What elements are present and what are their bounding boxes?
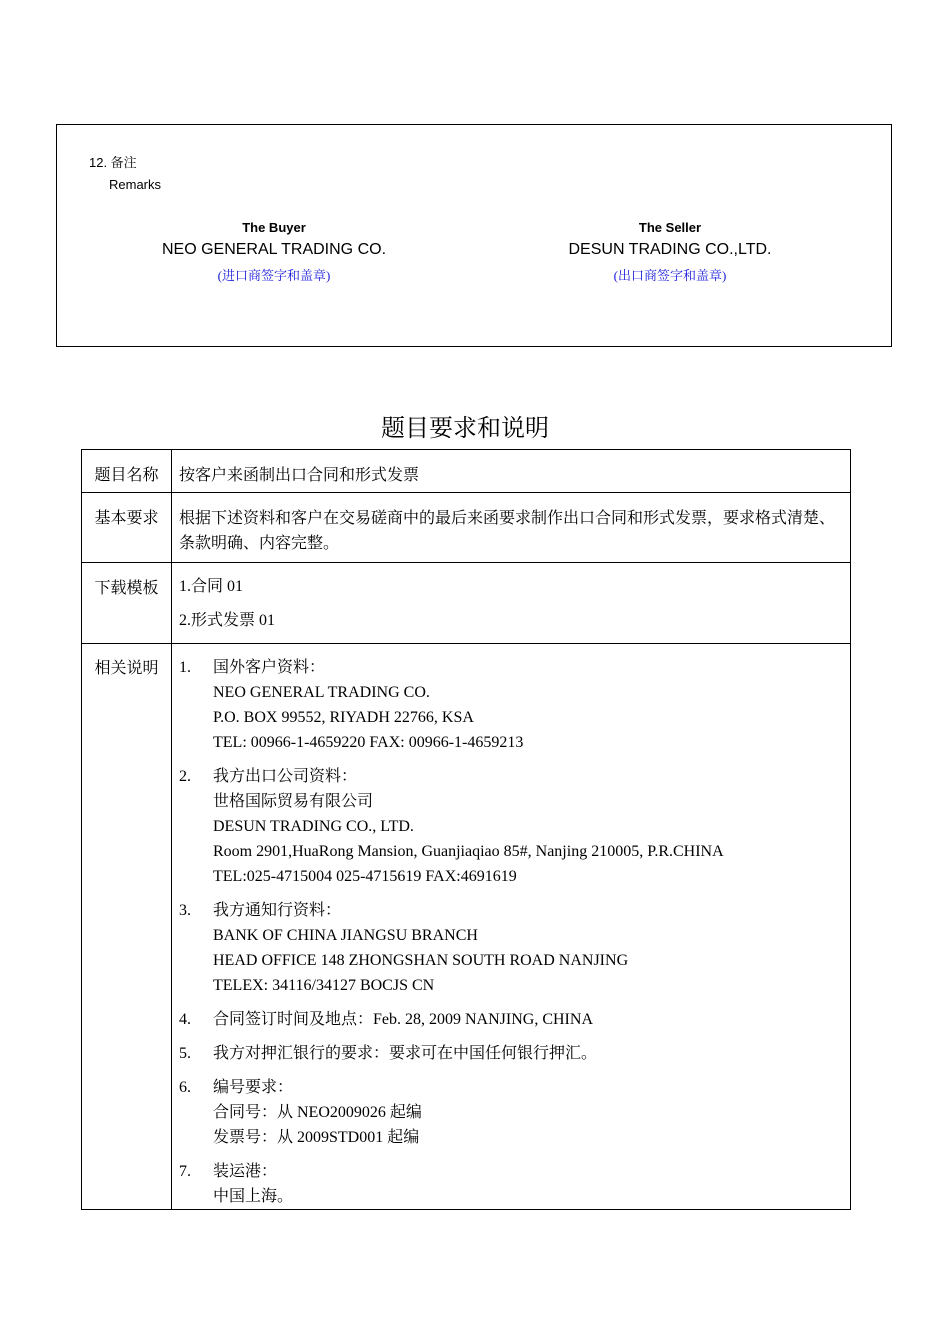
note-line: 世格国际贸易有限公司: [213, 793, 374, 810]
list-item: [179, 1007, 844, 1032]
note-number: 1.: [179, 659, 191, 676]
table-row: [82, 493, 851, 563]
note-line: 中国上海。: [213, 1188, 294, 1205]
note-number: 4.: [179, 1011, 191, 1028]
note-body: [213, 655, 523, 755]
template-link-invoice[interactable]: 2.形式发票 01: [179, 612, 276, 629]
table-row: [82, 563, 851, 644]
note-body: [213, 1075, 422, 1150]
note-body: [213, 898, 628, 998]
note-line: TEL: 00966-1-4659220 FAX: 00966-1-4659213: [213, 734, 524, 751]
requirements-table: [81, 449, 851, 1210]
note-line: 合同签订时间及地点：Feb. 28, 2009 NANJING, CHINA: [213, 1011, 593, 1028]
table-row: [82, 644, 851, 1210]
note-line: Room 2901,HuaRong Mansion, Guanjiaqiao 85#, Nanjing 210005, P.R.CHINA: [213, 843, 724, 860]
list-item: [179, 1041, 844, 1066]
section-title: 题目要求和说明: [381, 414, 549, 442]
seller-sign-note: (出口商签字和盖章): [613, 268, 727, 283]
seller-role: The Seller: [638, 220, 702, 235]
note-line: 装运港：: [213, 1163, 278, 1180]
note-line: NEO GENERAL TRADING CO.: [213, 684, 430, 701]
list-item: [179, 1075, 844, 1150]
note-line: DESUN TRADING CO., LTD.: [213, 818, 414, 835]
note-line: BANK OF CHINA JIANGSU BRANCH: [213, 927, 478, 944]
note-number: 7.: [179, 1163, 191, 1180]
note-number: 6.: [179, 1079, 191, 1096]
list-item: [179, 655, 844, 755]
row-label: 题目名称: [82, 450, 172, 493]
buyer-sign-note: (进口商签字和盖章): [217, 268, 331, 283]
row-content: 根据下述资料和客户在交易磋商中的最后来函要求制作出口合同和形式发票，要求格式清楚、条款明确、内容完整。: [172, 493, 851, 563]
note-line: 发票号：从 2009STD001 起编: [213, 1129, 420, 1146]
notes-list: [172, 644, 851, 1210]
note-line: TEL:025-4715004 025-4715619 FAX:4691619: [213, 868, 517, 885]
row-content: 按客户来函制出口合同和形式发票: [172, 450, 851, 493]
remarks-section: [56, 124, 892, 347]
list-item: [179, 1159, 844, 1209]
seller-signature-block: [510, 219, 830, 286]
note-line: 国外客户资料：: [213, 659, 326, 676]
note-number: 3.: [179, 902, 191, 919]
note-line: 合同号：从 NEO2009026 起编: [213, 1104, 422, 1121]
list-item: [179, 764, 844, 889]
note-body: [213, 1159, 293, 1209]
note-line: P.O. BOX 99552, RIYADH 22766, KSA: [213, 709, 474, 726]
seller-name: DESUN TRADING CO.,LTD.: [568, 241, 772, 258]
template-link-contract[interactable]: 1.合同 01: [179, 578, 244, 595]
note-line: 我方出口公司资料：: [213, 768, 358, 785]
remarks-number: 12. 备注: [89, 155, 137, 170]
table-row: [82, 450, 851, 493]
template-list: [172, 563, 851, 644]
note-line: 我方对押汇银行的要求：要求可在中国任何银行押汇。: [213, 1045, 598, 1062]
note-line: HEAD OFFICE 148 ZHONGSHAN SOUTH ROAD NANJING: [213, 952, 629, 969]
buyer-signature-block: [114, 219, 434, 286]
row-label: 下载模板: [82, 563, 172, 644]
buyer-role: The Buyer: [242, 220, 306, 235]
note-body: [213, 764, 724, 889]
note-body: [213, 1007, 593, 1032]
row-label: 相关说明: [82, 644, 172, 1210]
note-number: 2.: [179, 768, 191, 785]
row-label: 基本要求: [82, 493, 172, 563]
note-body: [213, 1041, 597, 1066]
note-line: TELEX: 34116/34127 BOCJS CN: [213, 977, 435, 994]
note-number: 5.: [179, 1045, 191, 1062]
note-line: 我方通知行资料：: [213, 902, 342, 919]
note-line: 编号要求：: [213, 1079, 294, 1096]
list-item: [179, 898, 844, 998]
buyer-name: NEO GENERAL TRADING CO.: [161, 241, 387, 258]
remarks-label: Remarks: [109, 177, 162, 192]
